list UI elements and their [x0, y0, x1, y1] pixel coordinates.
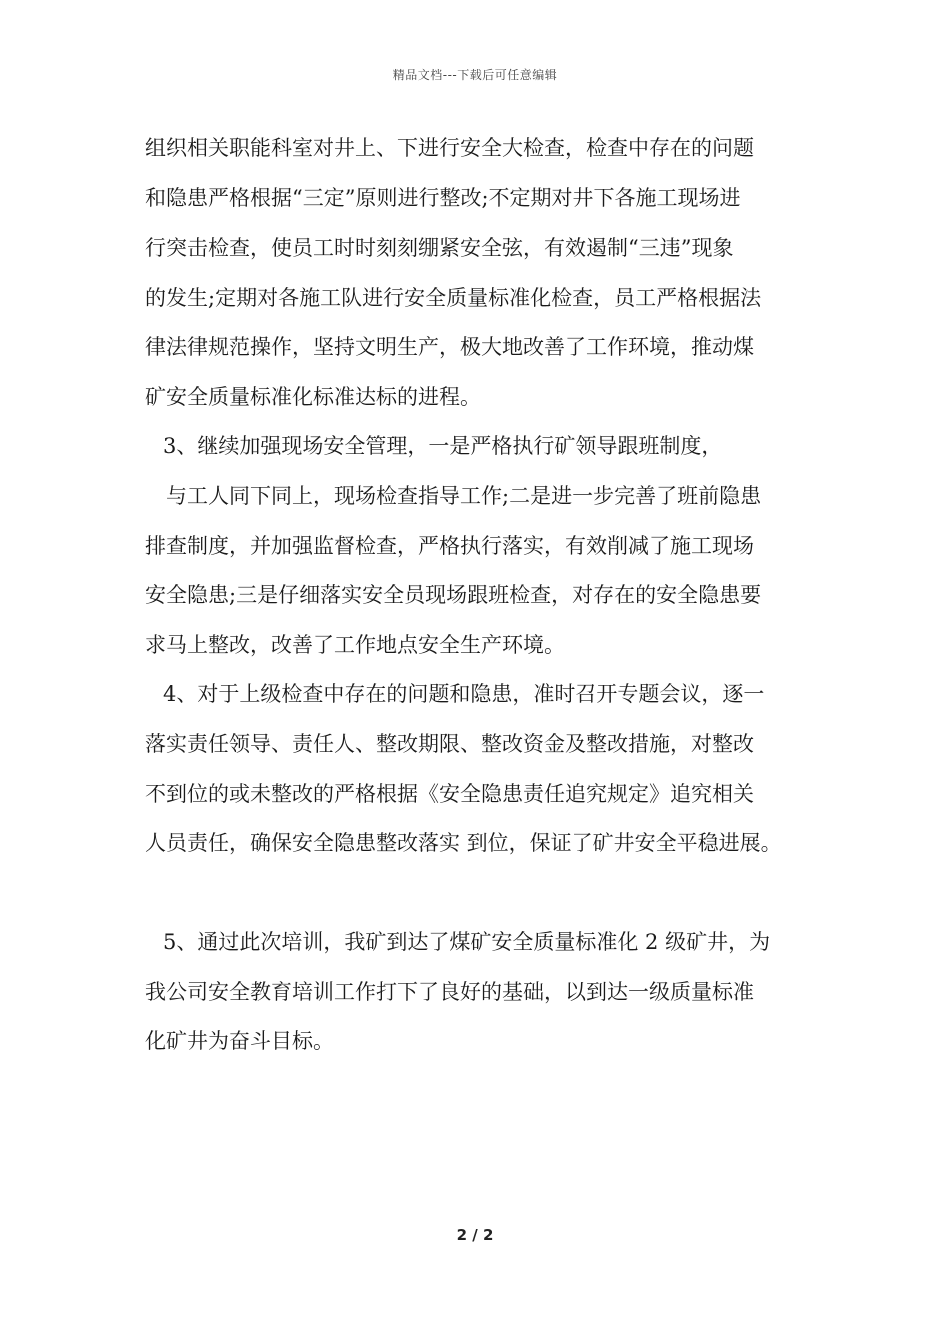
page-header: 精品文档---下载后可任意编辑 — [392, 68, 558, 82]
body-line-2: 和隐患严格根据“三定”原则进行整改;不定期对井下各施工现场进 — [145, 186, 741, 210]
paragraph-4-line-2: 落实责任领导、责任人、整改期限、整改资金及整改措施，对整改 — [145, 732, 754, 756]
paragraph-4-line-1: 4、对于上级检查中存在的问题和隐患，准时召开专题会议，逐一 — [163, 682, 765, 706]
paragraph-3-line-2: 与工人同下同上，现场检查指导工作;二是进一步完善了班前隐患 — [166, 484, 762, 508]
paragraph-4-line-3: 不到位的或未整改的严格根据《安全隐患责任追究规定》追究相关 — [145, 782, 754, 806]
paragraph-3-line-1: 3、继续加强现场安全管理，一是严格执行矿领导跟班制度， — [163, 434, 723, 458]
paragraph-5-line-2: 我公司安全教育培训工作打下了良好的基础，以到达一级质量标准 — [145, 980, 754, 1004]
body-line-5: 律法律规范操作，坚持文明生产，极大地改善了工作环境，推动煤 — [145, 335, 754, 359]
body-line-4: 的发生;定期对各施工队进行安全质量标准化检查，员工严格根据法 — [145, 286, 762, 310]
body-line-6: 矿安全质量标准化标准达标的进程。 — [145, 385, 481, 409]
page-number: 2 / 2 — [456, 1226, 494, 1244]
paragraph-3-line-5: 求马上整改，改善了工作地点安全生产环境。 — [145, 633, 565, 657]
paragraph-3-line-4: 安全隐患;三是仔细落实安全员现场跟班检查，对存在的安全隐患要 — [145, 583, 762, 607]
body-line-1: 组织相关职能科室对井上、下进行安全大检查，检查中存在的问题 — [145, 136, 754, 160]
body-line-3: 行突击检查，使员工时时刻刻绷紧安全弦，有效遏制“三违”现象 — [145, 236, 734, 260]
paragraph-5-line-1: 5、通过此次培训，我矿到达了煤矿安全质量标准化 2 级矿井，为 — [163, 930, 771, 954]
paragraph-5-line-3: 化矿井为奋斗目标。 — [145, 1029, 334, 1053]
paragraph-4-line-4: 人员责任，确保安全隐患整改落实 到位，保证了矿井安全平稳进展。 — [145, 831, 782, 855]
paragraph-3-line-3: 排查制度，并加强监督检查，严格执行落实，有效削减了施工现场 — [145, 534, 754, 558]
